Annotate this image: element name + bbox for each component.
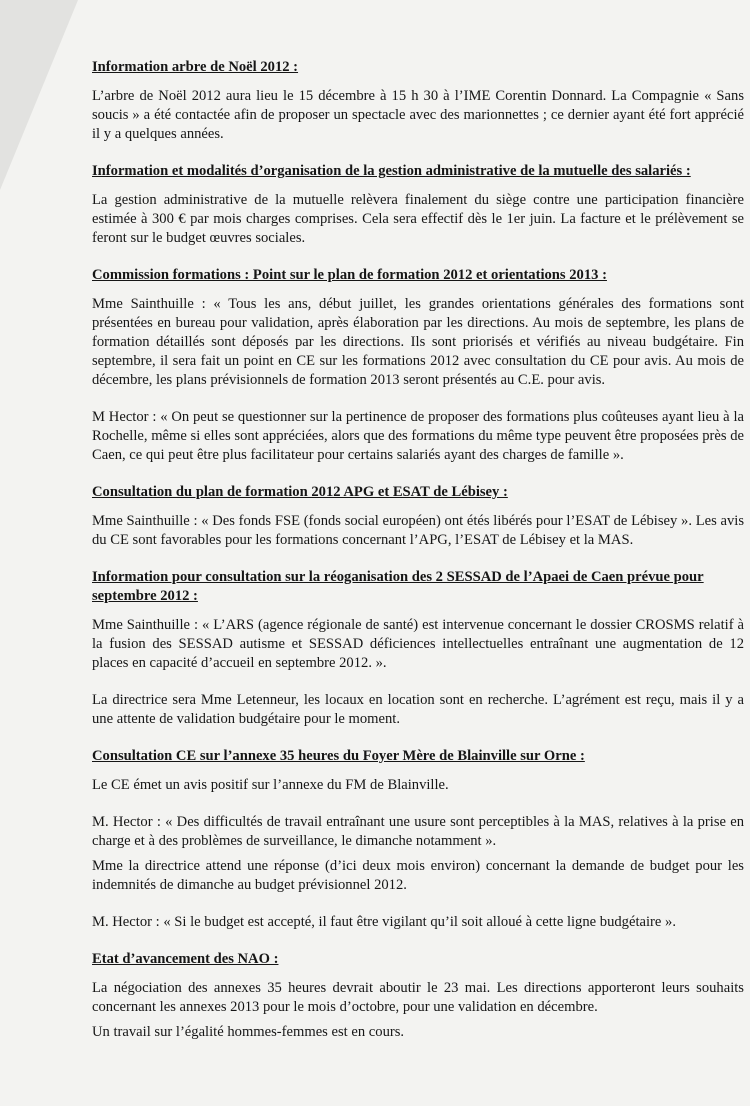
- paragraph: Le CE émet un avis positif sur l’annexe du FM de Blainville.: [92, 777, 449, 793]
- section-annexe-35h: [92, 747, 744, 932]
- section-title: Information arbre de Noël 2012 :: [92, 59, 299, 75]
- paragraph: Un travail sur l’égalité hommes-femmes est en cours.: [92, 1024, 405, 1040]
- section-title: Consultation CE sur l’annexe 35 heures du Foyer Mère de Blainville sur Orne :: [92, 748, 585, 764]
- paragraph: Mme Sainthuille : « L’ARS (agence régionale de santé) est intervenue concernant le dossier CROSMS relatif à la fusion des SESSAD autisme et SESSAD déficiences intellectuelles entraînant une augmentation de 12 places en capacité d’accueil en septembre 2012. ».: [92, 617, 744, 671]
- section-title: Consultation du plan de formation 2012 APG et ESAT de Lébisey :: [92, 484, 508, 500]
- paragraph: M Hector : « On peut se questionner sur la pertinence de proposer des formations plus coûteuses ayant lieu à la Rochelle, même si elles sont appréciées, alors que des formations du même type peuvent être proposées près de Caen, ce qui peut être plus facilitateur pour certains salariés ayant des charges de famille ».: [92, 409, 744, 463]
- document-page: [92, 58, 744, 1060]
- paragraph: La gestion administrative de la mutuelle relèvera finalement du siège contre une participation financière estimée à 300 € par mois charges comprises. Cela sera effectif dès le 1er juin. La facture et le prélèvement se feront sur le budget œuvres sociales.: [92, 192, 744, 246]
- section-commission-formations: [92, 266, 744, 465]
- section-mutuelle: [92, 162, 744, 248]
- paragraph: Mme Sainthuille : « Tous les ans, début juillet, les grandes orientations générales des formations sont présentées en bureau pour validation, après élaboration par les directions. Au mois de septembre, les plans de formation détaillés sont déposés par les directions. Ils sont priorisés et vérifiés au niveau budgétaire. Fin septembre, il sera fait un point en CE sur les formations 2012 avec consultation du CE pour avis. Au mois de décembre, les plans prévisionnels de formation 2013 seront présentés au C.E. pour avis.: [92, 296, 744, 388]
- section-arbre-noel: [92, 58, 744, 144]
- paragraph: L’arbre de Noël 2012 aura lieu le 15 décembre à 15 h 30 à l’IME Corentin Donnard. La Compagnie « Sans soucis » a été contactée afin de proposer un spectacle avec des marionnettes ; ce dernier ayant été fort apprécié il y a quelques années.: [92, 88, 744, 142]
- paragraph: M. Hector : « Des difficultés de travail entraînant une usure sont perceptibles à la MAS, relatives à la prise en charge et à des problèmes de surveillance, le dimanche notamment ».: [92, 814, 744, 849]
- paragraph: Mme Sainthuille : « Des fonds FSE (fonds social européen) ont étés libérés pour l’ESAT de Lébisey ». Les avis du CE sont favorables pour les formations concernant l’APG, l’ESAT de Lébisey et la MAS.: [92, 513, 744, 548]
- section-title: Commission formations : Point sur le plan de formation 2012 et orientations 2013 :: [92, 267, 607, 283]
- section-title: Information pour consultation sur la réoganisation des 2 SESSAD de l’Apaei de Caen prévue pour septembre 2012 :: [92, 569, 704, 604]
- section-nao: [92, 950, 744, 1042]
- section-plan-formation-apg-esat: [92, 483, 744, 550]
- paragraph: La directrice sera Mme Letenneur, les locaux en location sont en recherche. L’agrément est reçu, mais il y a une attente de validation budgétaire pour le moment.: [92, 692, 744, 727]
- scan-corner-shadow: [0, 0, 78, 190]
- section-sessad: [92, 568, 744, 729]
- paragraph: Mme la directrice attend une réponse (d’ici deux mois environ) concernant la demande de budget pour les indemnités de dimanche au budget prévisionnel 2012.: [92, 858, 744, 893]
- paragraph: La négociation des annexes 35 heures devrait aboutir le 23 mai. Les directions apporteront leurs souhaits concernant les annexes 2013 pour le mois d’octobre, pour une validation en décembre.: [92, 980, 744, 1015]
- section-title: Information et modalités d’organisation de la gestion administrative de la mutuelle des salariés :: [92, 163, 691, 179]
- paragraph: M. Hector : « Si le budget est accepté, il faut être vigilant qu’il soit alloué à cette ligne budgétaire ».: [92, 914, 676, 930]
- section-title: Etat d’avancement des NAO :: [92, 951, 279, 967]
